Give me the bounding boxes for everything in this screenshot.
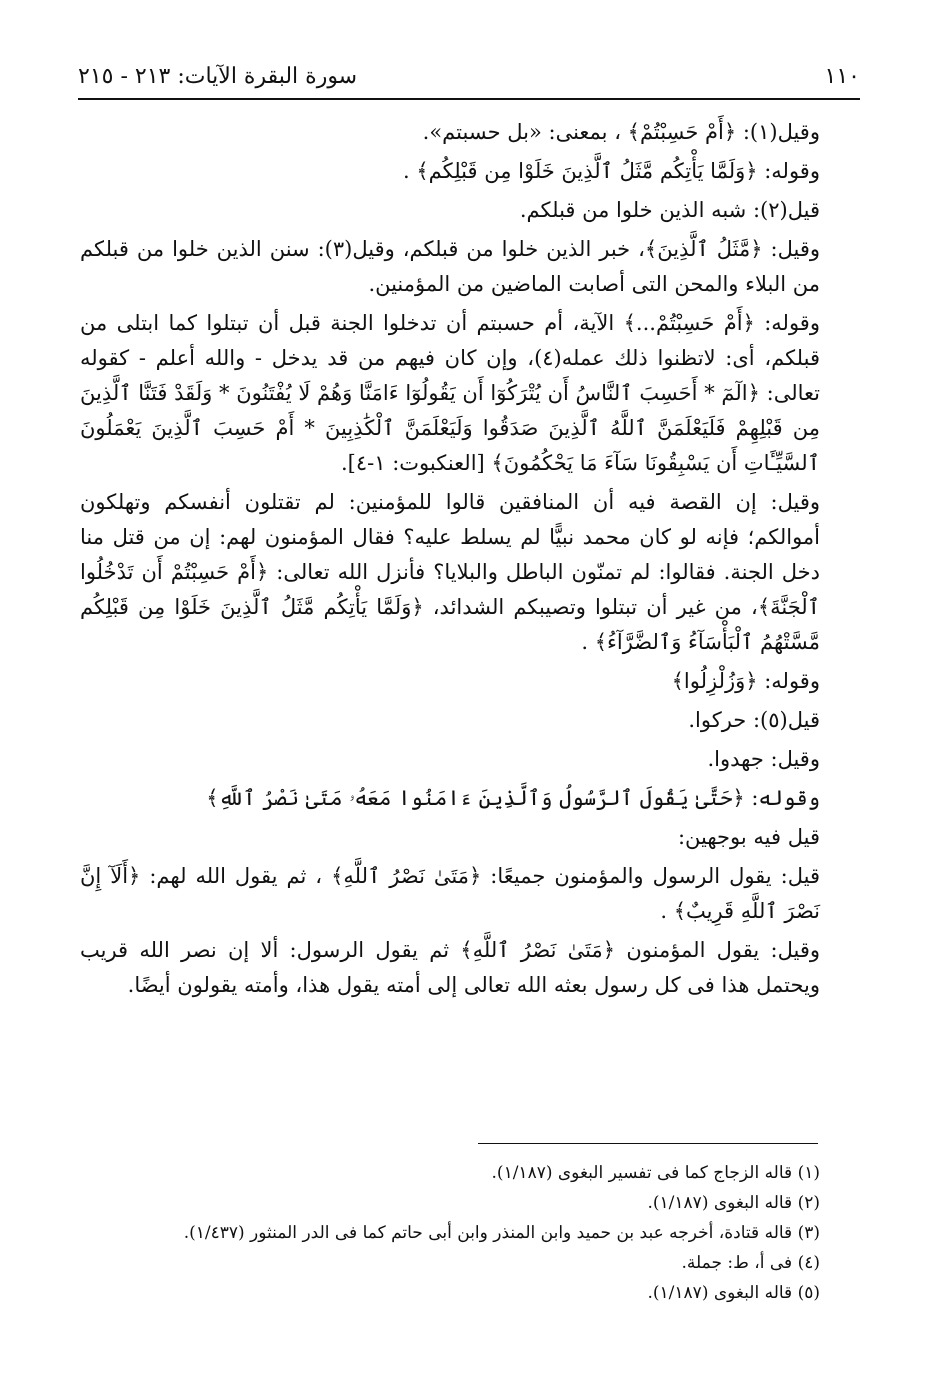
paragraph: وقوله: ﴿وَزُلْزِلُوا﴾ xyxy=(671,669,820,693)
paragraph: وقيل: ﴿مَّثَلُ ٱلَّذِينَ﴾، خبر الذين خلوا من قبلكم، وقيل(٣): سنن الذين خلوا من قبلكم من البلاء والمحن التى أصابت الماضين من المؤمنين. xyxy=(80,237,821,296)
footnote: (٢) قاله البغوى (١/١٨٧). xyxy=(647,1193,820,1213)
paragraph: قيل: يقول الرسول والمؤمنون جميعًا: ﴿مَتَىٰ نَصْرُ ٱللَّهِ﴾ ، ثم يقول الله لهم: ﴿أَلَآ إِنَّ نَصْرَ ٱللَّهِ قَرِيبٌ﴾ . xyxy=(80,864,820,923)
footnote-rule xyxy=(478,1143,818,1144)
footnote: (٣) قاله قتادة، أخرجه عبد بن حميد وابن المنذر وابن أبى حاتم كما فى الدر المنثور (١/٤٣٧). xyxy=(183,1223,820,1243)
paragraph: قيل فيه بوجهين: xyxy=(677,825,820,849)
paragraph: وقيل: يقول المؤمنون ﴿مَتَىٰ نَصْرُ ٱللَّهِ﴾ ثم يقول الرسول: ألا إن نصر الله قريب ويحتمل هذا فى كل رسول بعثه الله تعالى إلى أمته يقول هذا، وأمته يقولون أيضًا. xyxy=(80,938,820,997)
paragraph: قيل(٢): شبه الذين خلوا من قبلكم. xyxy=(519,198,820,222)
header-rule xyxy=(78,98,860,100)
main-text xyxy=(80,115,820,1007)
footnote: (١) قاله الزجاج كما فى تفسير البغوى (١/١٨٧). xyxy=(491,1163,820,1183)
paragraph: وقوله: ﴿أَمْ حَسِبْتُمْ...﴾ الآية، أم حسبتم أن تدخلوا الجنة قبل أن تبتلوا كما ابتلى من قبلكم، أى: لاتظنوا ذلك عمله(٤)، وإن كان فيهم من قد يدخل - والله أعلم - كقوله تعالى: ﴿الٓمٓ * أَحَسِبَ ٱلنَّاسُ أَن يُتْرَكُوٓا أَن يَقُولُوٓا ءَامَنَّا وَهُمْ لَا يُفْتَنُونَ * وَلَقَدْ فَتَنَّا ٱلَّذِينَ مِن قَبْلِهِمْ فَلَيَعْلَمَنَّ ٱللَّهُ ٱلَّذِينَ صَدَقُوا وَلَيَعْلَمَنَّ ٱلْكَٰذِبِينَ * أَمْ حَسِبَ ٱلَّذِينَ يَعْمَلُونَ ٱلسَّيِّـَٔاتِ أَن يَسْبِقُونَا سَآءَ مَا يَحْكُمُونَ﴾ [العنكبوت: ١-٤]. xyxy=(80,311,820,475)
paragraph: وقيل: إن القصة فيه أن المنافقين قالوا للمؤمنين: لم تقتلون أنفسكم وتهلكون أموالكم؛ فإنه لو كان محمد نبيًّا لم يسلط عليه؟ فقال المؤمنون لهم: إن من قتل منا دخل الجنة. فقالوا: لم تمنّون الباطل والبلايا؟ فأنزل الله تعالى: ﴿أَمْ حَسِبْتُمْ أَن تَدْخُلُوا ٱلْجَنَّةَ﴾، من غير أن تبتلوا وتصيبكم الشدائد، ﴿وَلَمَّا يَأْتِكُم مَّثَلُ ٱلَّذِينَ خَلَوْا مِن قَبْلِكُم مَّسَّتْهُمُ ٱلْبَأْسَآءُ وَٱلضَّرَّآءُ﴾ . xyxy=(80,490,820,654)
page-header xyxy=(78,56,860,96)
paragraph: قيل(٥): حركوا. xyxy=(688,708,820,732)
paragraph: وقيل(١): ﴿أَمْ حَسِبْتُمْ﴾ ، بمعنى: «بل حسبتم». xyxy=(422,120,820,144)
page-number: ١١٠ xyxy=(824,63,860,89)
footnote: (٤) فى أ، ط: جملة. xyxy=(681,1253,820,1273)
footnote: (٥) قاله البغوى (١/١٨٧). xyxy=(647,1283,820,1303)
paragraph: وقوله: ﴿وَلَمَّا يَأْتِكُم مَّثَلُ ٱلَّذِينَ خَلَوْا مِن قَبْلِكُم﴾ . xyxy=(403,159,820,183)
running-title: سورة البقرة الآيات: ٢١٣ - ٢١٥ xyxy=(78,63,358,89)
paragraph: وقيل: جهدوا. xyxy=(707,747,820,771)
paragraph: وقوله: ﴿حَتَّىٰ يَقُولَ ٱلرَّسُولُ وَٱلَّذِينَ ءَامَنُوا مَعَهُۥ مَتَىٰ نَصْرُ ٱللَّهِ﴾ xyxy=(206,786,820,810)
footnotes xyxy=(80,1158,820,1308)
